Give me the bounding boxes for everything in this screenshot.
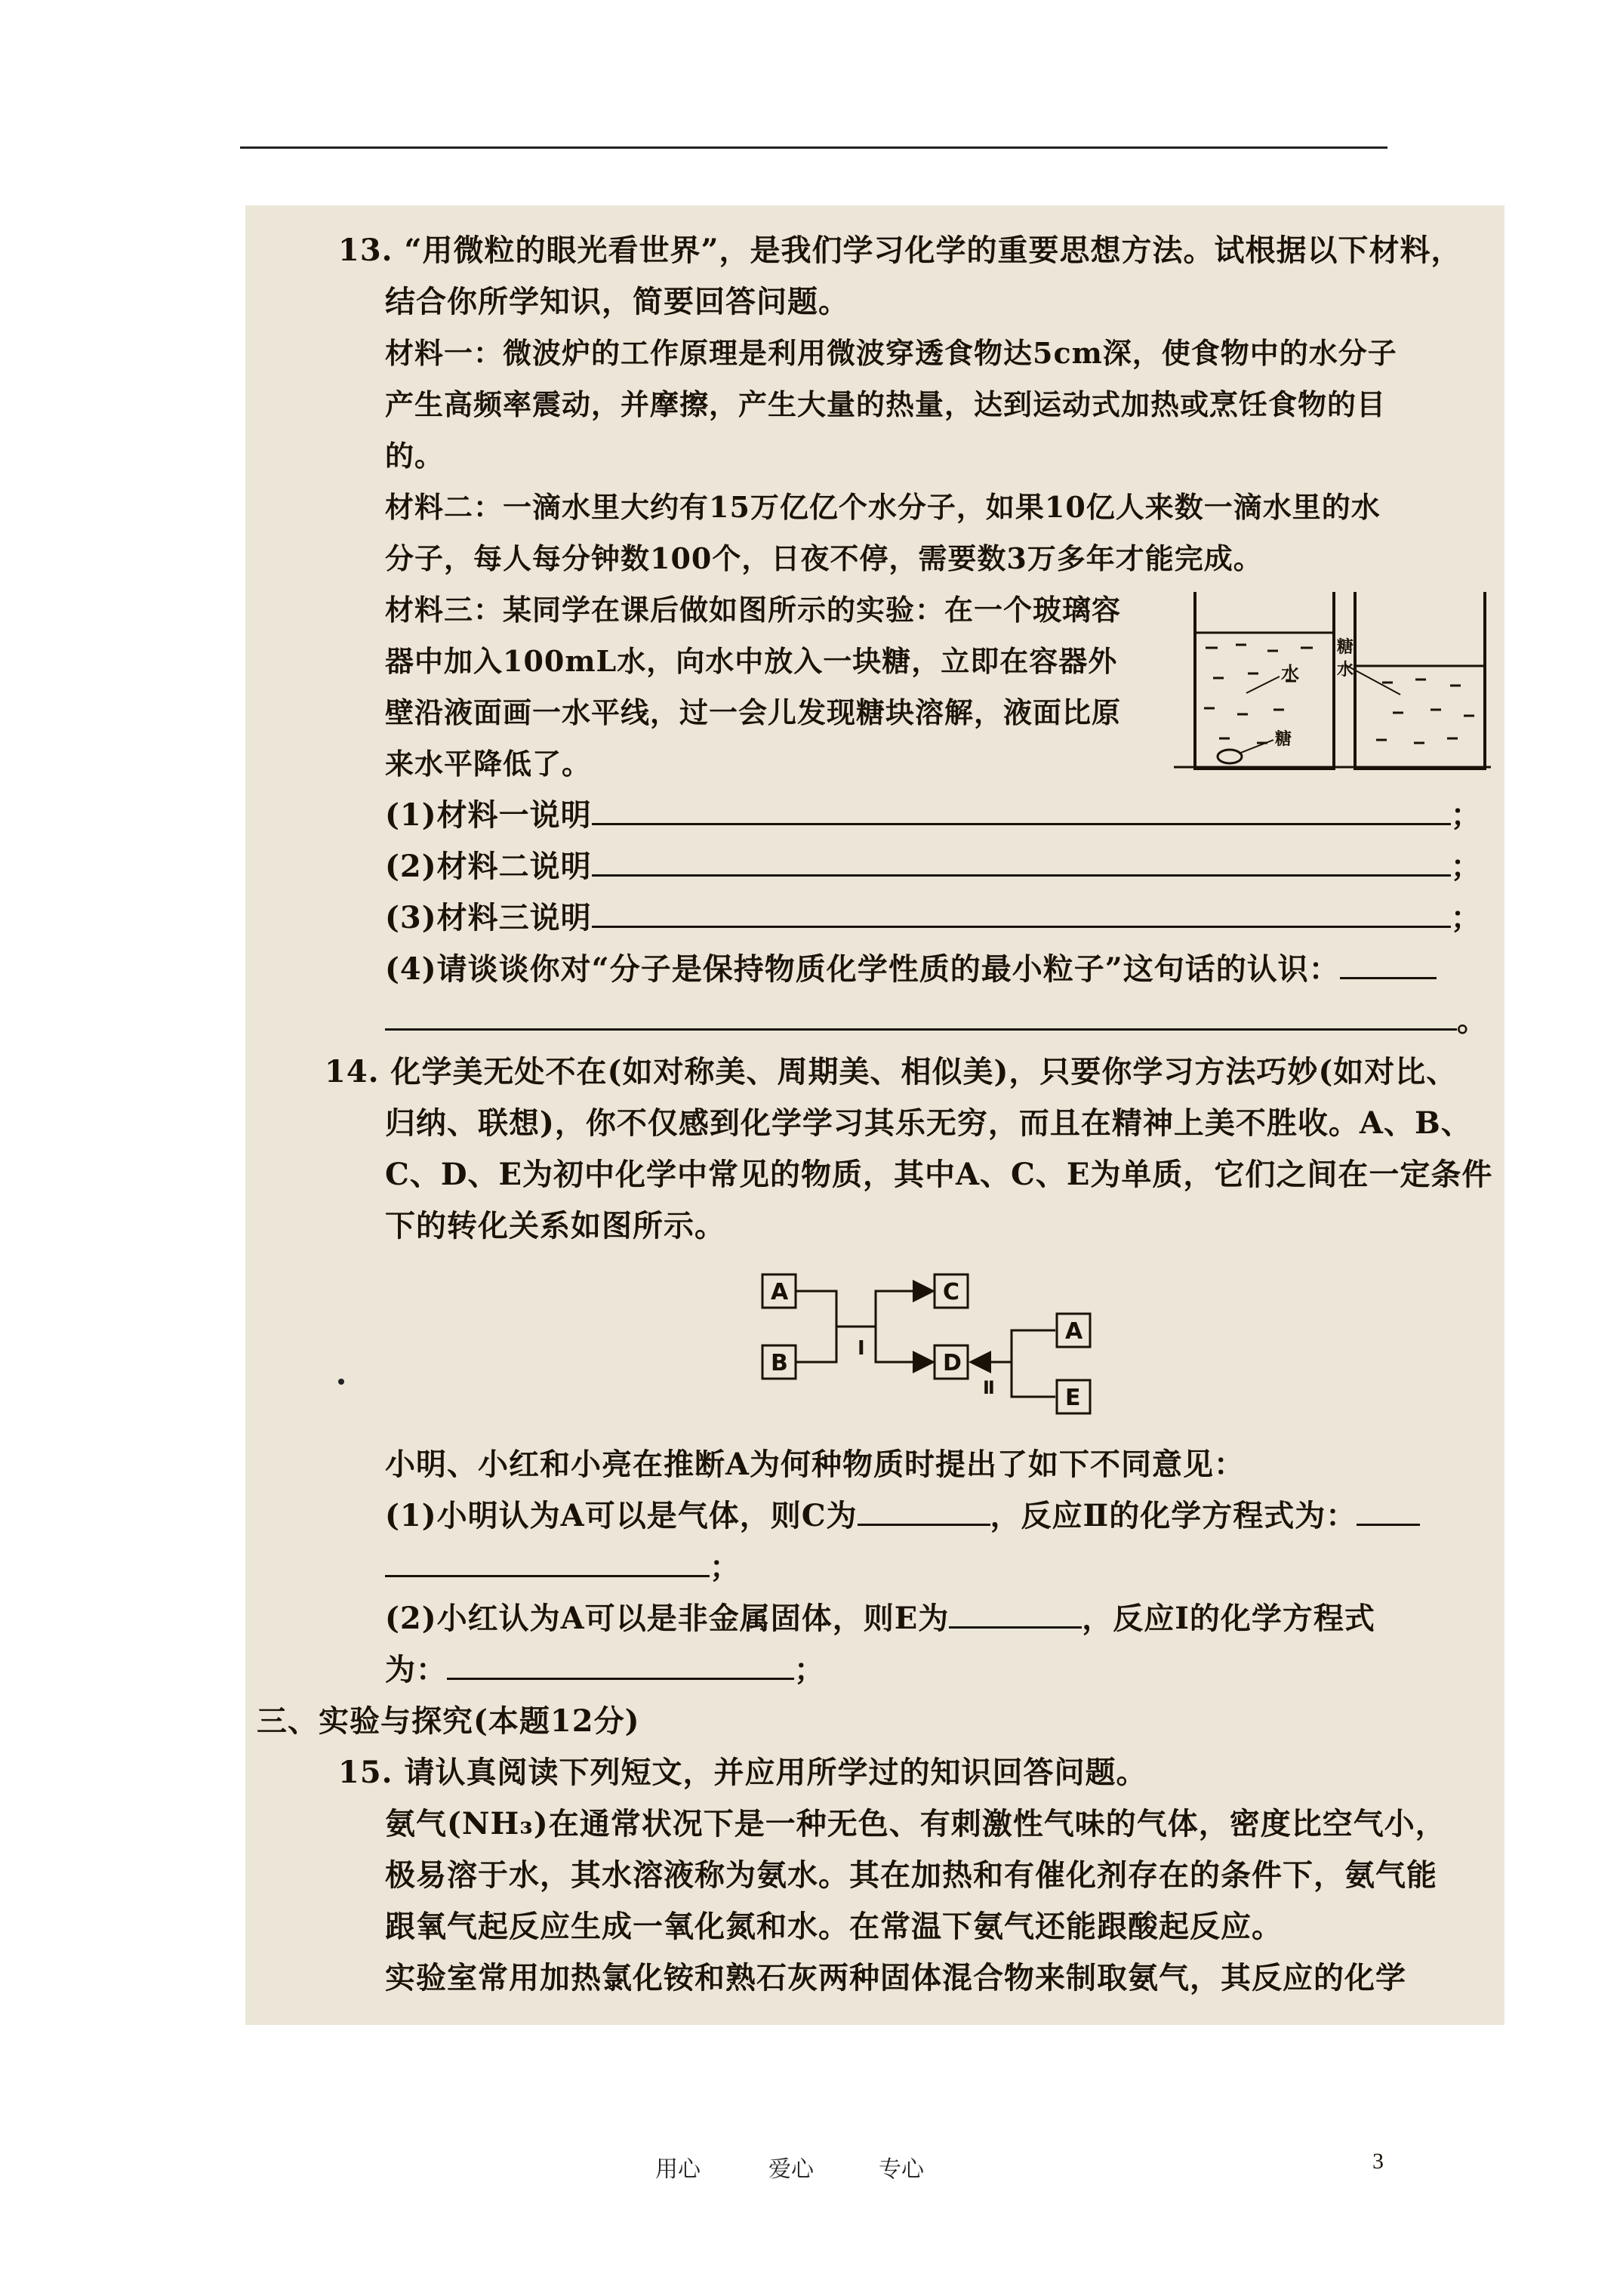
- q14-sub2: [385, 1599, 1375, 1638]
- q13-material3-a: 材料三：某同学在课后做如图所示的实验：在一个玻璃容: [385, 593, 1122, 627]
- q13-material1-b: 产生高频率震动，并摩擦，产生大量的热量，达到运动式加热或烹饪食物的目: [385, 387, 1387, 421]
- answer-blank-13-4b[interactable]: [385, 1001, 1457, 1031]
- q14-line-3: C、D、E为初中化学中常见的物质，其中A、C、E为单质，它们之间在一定条件: [385, 1157, 1493, 1192]
- q13-sub2: [385, 847, 1482, 886]
- q13-material3-d: 来水平降低了。: [385, 747, 592, 781]
- semicolon: ；: [794, 1652, 825, 1687]
- q13-material2-b: 分子，每人每分钟数100个，日夜不停，需要数3万多年才能完成。: [385, 541, 1263, 575]
- answer-blank-14-1a[interactable]: [858, 1496, 990, 1526]
- beaker-after: [1337, 592, 1491, 769]
- q13-sub4-cont: [385, 1001, 1488, 1040]
- section-3-heading: 三、实验与探究(本题12分): [257, 1703, 640, 1739]
- footer-yongxin: 用心: [655, 2156, 701, 2183]
- semicolon: ；: [1450, 797, 1482, 833]
- q13-material3-c: 壁沿液面画一水平线，过一会儿发现糖块溶解，液面比原: [385, 695, 1122, 729]
- beaker-experiment-figure: [1174, 581, 1491, 778]
- header-rule: [240, 146, 1387, 149]
- q13-sub4-label: (4)请谈谈你对“分子是保持物质化学性质的最小粒子”这句话的认识：: [385, 951, 1340, 987]
- q13-material1-a: 材料一：微波炉的工作原理是利用微波穿透食物达5cm深，使食物中的水分子: [385, 336, 1397, 370]
- node-A: A: [771, 1279, 789, 1305]
- answer-blank-13-3[interactable]: [592, 898, 1451, 928]
- q13-material1-c: 的。: [385, 439, 445, 473]
- q14-line-2: 归纳、联想)，你不仅感到化学学习其乐无穷，而且在精神上美不胜收。A、B、: [385, 1105, 1472, 1141]
- q13-sub1: [385, 796, 1482, 835]
- answer-blank-14-1b[interactable]: [1357, 1496, 1420, 1526]
- q14-sub2-label-b: ，反应Ⅰ的化学方程式: [1082, 1601, 1375, 1636]
- reaction-I-label: I: [858, 1337, 865, 1360]
- q14-sub1-cont: [385, 1548, 741, 1587]
- q15-line-5: 实验室常用加热氯化铵和熟石灰两种固体混合物来制取氨气，其反应的化学: [385, 1960, 1406, 1996]
- q13-material2-a: 材料二：一滴水里大约有15万亿亿个水分子，如果10亿人来数一滴水里的水: [385, 490, 1381, 524]
- semicolon: ；: [1450, 849, 1482, 884]
- node-B: B: [771, 1350, 788, 1376]
- q13-sub4: [385, 950, 1437, 989]
- answer-blank-13-4a[interactable]: [1340, 950, 1437, 979]
- node-E: E: [1065, 1385, 1081, 1411]
- q14-sub1-label-b: ，反应Ⅱ的化学方程式为：: [990, 1498, 1357, 1533]
- answer-blank-14-1c[interactable]: [385, 1548, 710, 1577]
- q15-line-1: 15. 请认真阅读下列短文，并应用所学过的知识回答问题。: [338, 1755, 1147, 1790]
- answer-blank-13-1[interactable]: [592, 796, 1451, 825]
- answer-blank-14-2b[interactable]: [447, 1650, 794, 1680]
- q13-sub3: [385, 898, 1482, 938]
- period: 。: [1457, 1003, 1488, 1038]
- q14-sub2-label: (2)小红认为A可以是非金属固体，则E为: [385, 1601, 950, 1636]
- q14-sub1-label: (1)小明认为A可以是气体，则C为: [385, 1498, 858, 1533]
- answer-blank-14-2a[interactable]: [949, 1599, 1082, 1629]
- q15-line-2: 氨气(NH₃)在通常状况下是一种无色、有刺激性气味的气体，密度比空气小，: [385, 1806, 1446, 1841]
- q14-sub1: [385, 1496, 1420, 1536]
- page-number: 3: [1372, 2149, 1384, 2174]
- semicolon: ；: [710, 1549, 741, 1585]
- q15-line-3: 极易溶于水，其水溶液称为氨水。其在加热和有催化剂存在的条件下，氨气能: [385, 1857, 1437, 1893]
- answer-blank-13-2[interactable]: [592, 847, 1451, 877]
- scan-speck: [338, 1379, 344, 1385]
- footer-aixin: 爱心: [768, 2156, 814, 2183]
- semicolon: ；: [1450, 900, 1482, 935]
- q14-line-4: 下的转化关系如图所示。: [385, 1208, 725, 1244]
- q13-sub3-label: (3)材料三说明: [385, 900, 592, 935]
- q13-line-2: 结合你所学知识，简要回答问题。: [385, 284, 849, 319]
- q14-line-1: 14. 化学美无处不在(如对称美、周期美、相似美)，只要你学习方法巧妙(如对比、: [325, 1054, 1458, 1089]
- q13-sub1-label: (1)材料一说明: [385, 797, 592, 833]
- beaker-before: [1174, 592, 1349, 769]
- reaction-II-label: Ⅱ: [983, 1377, 995, 1398]
- label-water: 水: [1281, 663, 1299, 684]
- q15-line-4: 跟氧气起反应生成一氧化氮和水。在常温下氨气还能跟酸起反应。: [385, 1909, 1283, 1944]
- q14-intro: 小明、小红和小亮在推断A为何种物质时提出了如下不同意见：: [385, 1447, 1246, 1482]
- q13-material3-b: 器中加入100mL水，向水中放入一块糖，立即在容器外: [385, 644, 1118, 678]
- node-C: C: [943, 1279, 960, 1305]
- q13-line-1: 13. “用微粒的眼光看世界”，是我们学习化学的重要思想方法。试根据以下材料，: [338, 233, 1462, 268]
- q14-sub2-label-c: 为：: [385, 1652, 447, 1687]
- label-sugar-water-1: 糖: [1337, 638, 1354, 657]
- footer-zhuanxin: 专心: [879, 2156, 924, 2183]
- node-D: D: [943, 1350, 962, 1376]
- q14-sub2-cont: [385, 1650, 825, 1690]
- label-sugar: 糖: [1275, 730, 1292, 749]
- transformation-diagram: [755, 1267, 1110, 1425]
- q13-sub2-label: (2)材料二说明: [385, 849, 592, 884]
- node-A-right: A: [1065, 1318, 1083, 1345]
- label-sugar-water-2: 水: [1337, 661, 1354, 680]
